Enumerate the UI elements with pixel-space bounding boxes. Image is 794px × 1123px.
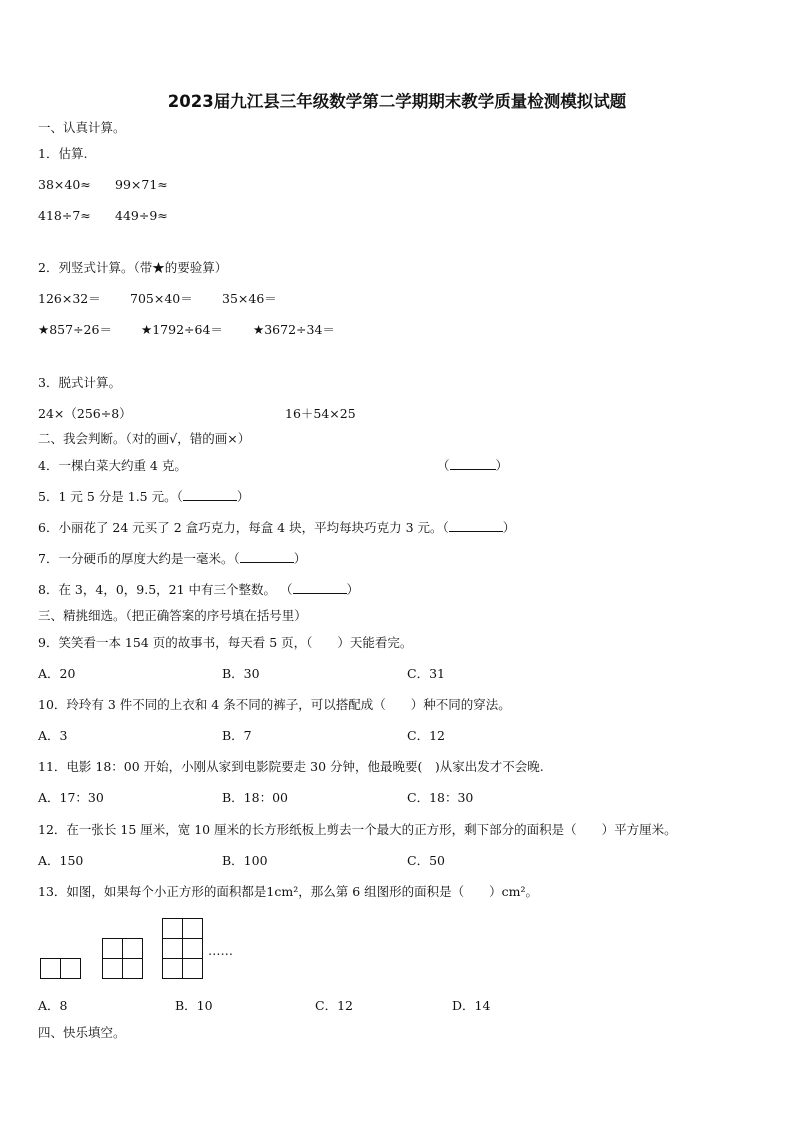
q13-text: 13．如图，如果每个小正方形的面积都是1cm²，那么第 6 组图形的面积是（ ）cm²。 — [38, 884, 538, 899]
q6-blank-line — [449, 520, 503, 532]
q6-paren-close: ） — [502, 520, 516, 535]
q4-blank-line — [450, 458, 496, 470]
section-4-heading: 四、快乐填空。 — [38, 1025, 126, 1040]
q3-item-2: 16＋54×25 — [285, 406, 356, 421]
q1-item-2: 99×71≈ — [115, 177, 168, 192]
q9-option-a[interactable]: A．20 — [38, 666, 76, 681]
q12-text: 12．在一张长 15 厘米，宽 10 厘米的长方形纸板上剪去一个最大的正方形，剩下部分的面积是（ ）平方厘米。 — [38, 822, 677, 837]
q4-paren-open: （ — [437, 458, 450, 473]
group3-square — [182, 938, 203, 959]
q11-option-c[interactable]: C．18：30 — [407, 790, 474, 805]
q1-item-3: 418÷7≈ — [38, 208, 91, 223]
group3-square — [182, 918, 203, 939]
q7-text: 7．一分硬币的厚度大约是一毫米。（ — [38, 551, 240, 566]
q8-paren-close: ） — [346, 582, 360, 597]
q1-item-4: 449÷9≈ — [115, 208, 168, 223]
q5-text: 5．1 元 5 分是 1.5 元。（ — [38, 489, 183, 504]
group3-square — [182, 958, 203, 979]
page-title: 2023届九江县三年级数学第二学期期末教学质量检测模拟试题 — [167, 92, 627, 111]
q8-line[interactable] — [38, 582, 359, 598]
group3-square — [162, 958, 183, 979]
q7-line[interactable] — [38, 551, 306, 567]
q12-option-a[interactable]: A．150 — [38, 853, 84, 868]
q9-text: 9．笑笑看一本 154 页的故事书，每天看 5 页，（ ）天能看完。 — [38, 635, 413, 650]
q4-paren-close: ） — [495, 458, 509, 473]
q12-option-b[interactable]: B．100 — [222, 853, 268, 868]
q5-line[interactable] — [38, 489, 249, 505]
q2-item-5: ★1792÷64＝ — [141, 322, 223, 337]
group1-square — [40, 958, 61, 979]
section-3-heading: 三、精挑细选。（把正确答案的序号填在括号里） — [38, 608, 307, 623]
q7-paren-close: ） — [293, 551, 307, 566]
group2-square — [122, 958, 143, 979]
q11-option-b[interactable]: B．18：00 — [222, 790, 288, 805]
q5-paren-close: ） — [236, 489, 250, 504]
group1-square — [60, 958, 81, 979]
q4-answer-blank[interactable] — [437, 458, 508, 474]
group2-square — [102, 958, 123, 979]
q2-item-3: 35×46＝ — [222, 291, 277, 306]
q13-option-d[interactable]: D．14 — [452, 998, 491, 1013]
q3-item-1: 24×（256÷8） — [38, 406, 132, 421]
q10-option-c[interactable]: C．12 — [407, 728, 445, 743]
q8-blank-line — [293, 582, 347, 594]
q13-option-a[interactable]: A．8 — [38, 998, 68, 1013]
q2-item-4: ★857÷26＝ — [38, 322, 112, 337]
q12-option-c[interactable]: C．50 — [407, 853, 445, 868]
q2-label: 2．列竖式计算。（带★的要验算） — [38, 260, 228, 275]
q13-figure — [38, 913, 268, 983]
section-1-heading: 一、认真计算。 — [38, 120, 126, 135]
group2-square — [102, 938, 123, 959]
group3-square — [162, 938, 183, 959]
q11-text: 11．电影 18：00 开始，小刚从家到电影院要走 30 分钟，他最晚要( )从家出发才不会晚. — [38, 759, 544, 774]
q2-item-2: 705×40＝ — [130, 291, 193, 306]
q2-item-1: 126×32＝ — [38, 291, 101, 306]
group3-square — [162, 918, 183, 939]
q11-option-a[interactable]: A．17：30 — [38, 790, 104, 805]
q10-option-a[interactable]: A．3 — [38, 728, 68, 743]
q10-option-b[interactable]: B．7 — [222, 728, 252, 743]
section-2-heading: 二、我会判断。（对的画√，错的画×） — [38, 431, 251, 446]
q5-blank-line — [183, 489, 237, 501]
q6-line[interactable] — [38, 520, 515, 536]
q8-text: 8．在 3，4，0，9.5，21 中有三个整数。 （ — [38, 582, 293, 597]
q9-option-b[interactable]: B．30 — [222, 666, 260, 681]
q6-text: 6．小丽花了 24 元买了 2 盒巧克力，每盒 4 块，平均每块巧克力 3 元。（ — [38, 520, 449, 535]
q13-option-b[interactable]: B．10 — [175, 998, 213, 1013]
figure-ellipsis: …… — [208, 943, 233, 958]
q2-item-6: ★3672÷34＝ — [253, 322, 335, 337]
group2-square — [122, 938, 143, 959]
q3-label: 3．脱式计算。 — [38, 375, 121, 390]
q9-option-c[interactable]: C．31 — [407, 666, 445, 681]
q4-text: 4．一棵白菜大约重 4 克。 — [38, 458, 187, 473]
q1-label: 1．估算. — [38, 146, 88, 161]
q7-blank-line — [240, 551, 294, 563]
q10-text: 10．玲玲有 3 件不同的上衣和 4 条不同的裤子，可以搭配成（ ）种不同的穿法。 — [38, 697, 511, 712]
q13-option-c[interactable]: C．12 — [315, 998, 353, 1013]
q1-item-1: 38×40≈ — [38, 177, 91, 192]
